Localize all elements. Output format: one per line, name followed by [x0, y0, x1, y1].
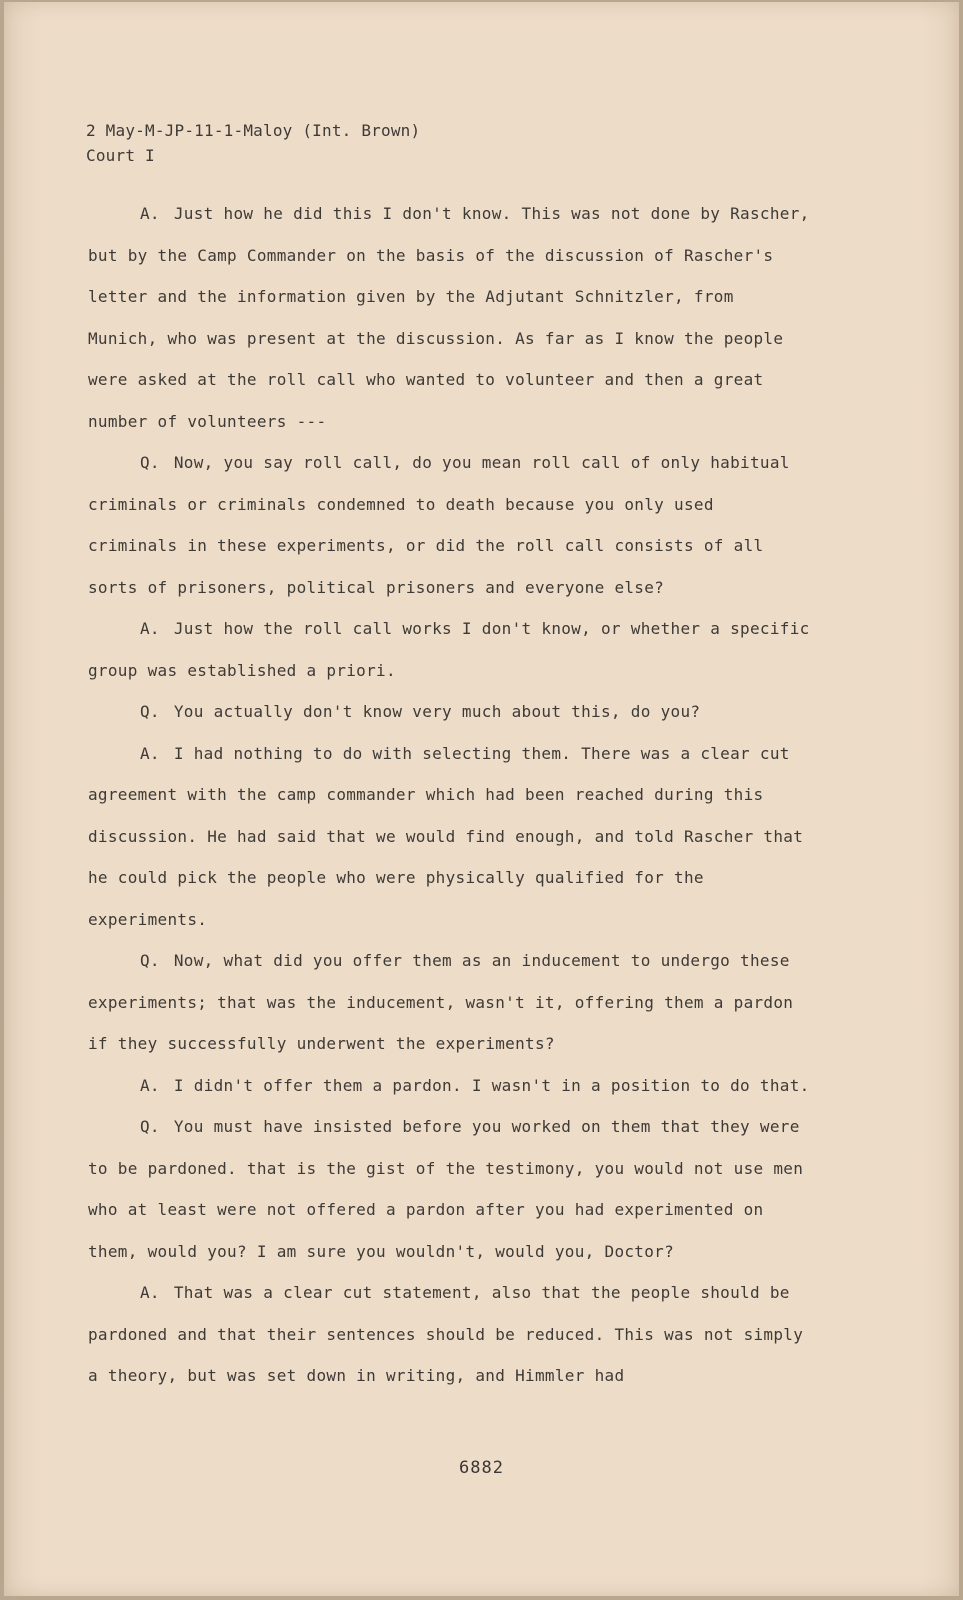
speaker-tag: A.: [140, 204, 160, 223]
transcript-paragraph: [88, 940, 813, 1065]
speaker-tag: Q.: [140, 702, 160, 721]
speaker-tag: A.: [140, 619, 160, 638]
transcript-paragraph: [88, 193, 813, 442]
paragraph-text: Just how the roll call works I don't know, or whether a specific group was established a priori.: [88, 619, 810, 680]
transcript-paragraph: [88, 608, 813, 691]
paragraph-text: That was a clear cut statement, also that the people should be pardoned and that their sentences should be reduced. This was not simply a theory, but was set down in writing, and Himmler had: [88, 1283, 804, 1385]
speaker-tag: Q.: [140, 1117, 160, 1136]
paragraph-text: Just how he did this I don't know. This was not done by Rascher, but by the Camp Commander on the basis of the discussion of Rascher's letter and the information given by the Adjutant Schnitzler, from Munich, who was present at the discussion. As far as I know the people were asked at the roll call who wanted to volunteer and then a great number of volunteers ---: [88, 204, 810, 431]
document-page: [4, 2, 959, 1596]
speaker-tag: A.: [140, 743, 160, 763]
transcript-paragraph: [88, 1272, 813, 1397]
transcript-body: [88, 193, 813, 1397]
paragraph-text: Now, you say roll call, do you mean roll call of only habitual criminals or criminals condemned to death because you only used criminals in these experiments, or did the roll call consists of all sorts of prisoners, political prisoners and everyone else?: [88, 453, 790, 597]
paragraph-text: You actually don't know very much about this, do you?: [173, 702, 701, 721]
paragraph-text: Now, what did you offer them as an inducement to undergo these experiments; that was the inducement, wasn't it, offering them a pardon if they successfully underwent the experiments?: [88, 951, 794, 1053]
speaker-tag: Q.: [140, 453, 160, 472]
transcript-paragraph: [88, 733, 813, 941]
page-number: 6882: [459, 1458, 504, 1478]
header-line-1: 2 May-M-JP-11-1-Maloy (Int. Brown): [86, 121, 421, 140]
document-header: [86, 118, 420, 168]
transcript-paragraph: [88, 691, 813, 733]
transcript-paragraph: [88, 1065, 813, 1107]
paragraph-text: I didn't offer them a pardon. I wasn't in a position to do that.: [173, 1075, 810, 1095]
transcript-paragraph: [88, 442, 813, 608]
header-line-2: Court I: [86, 146, 155, 165]
paragraph-text: I had nothing to do with selecting them. There was a clear cut agreement with the camp commander which had been reached during this discussion. He had said that we would find enough, and told Rascher that he could pick the people who were physically qualified for the experiments.: [88, 743, 804, 929]
paragraph-text: You must have insisted before you worked on them that they were to be pardoned. that is the gist of the testimony, you would not use men who at least were not offered a pardon after you had experimented on them, would you? I am sure you wouldn't, would you, Doctor?: [88, 1117, 804, 1261]
speaker-tag: A.: [140, 1283, 160, 1302]
transcript-paragraph: [88, 1106, 813, 1272]
speaker-tag: Q.: [140, 951, 160, 970]
speaker-tag: A.: [140, 1075, 160, 1095]
